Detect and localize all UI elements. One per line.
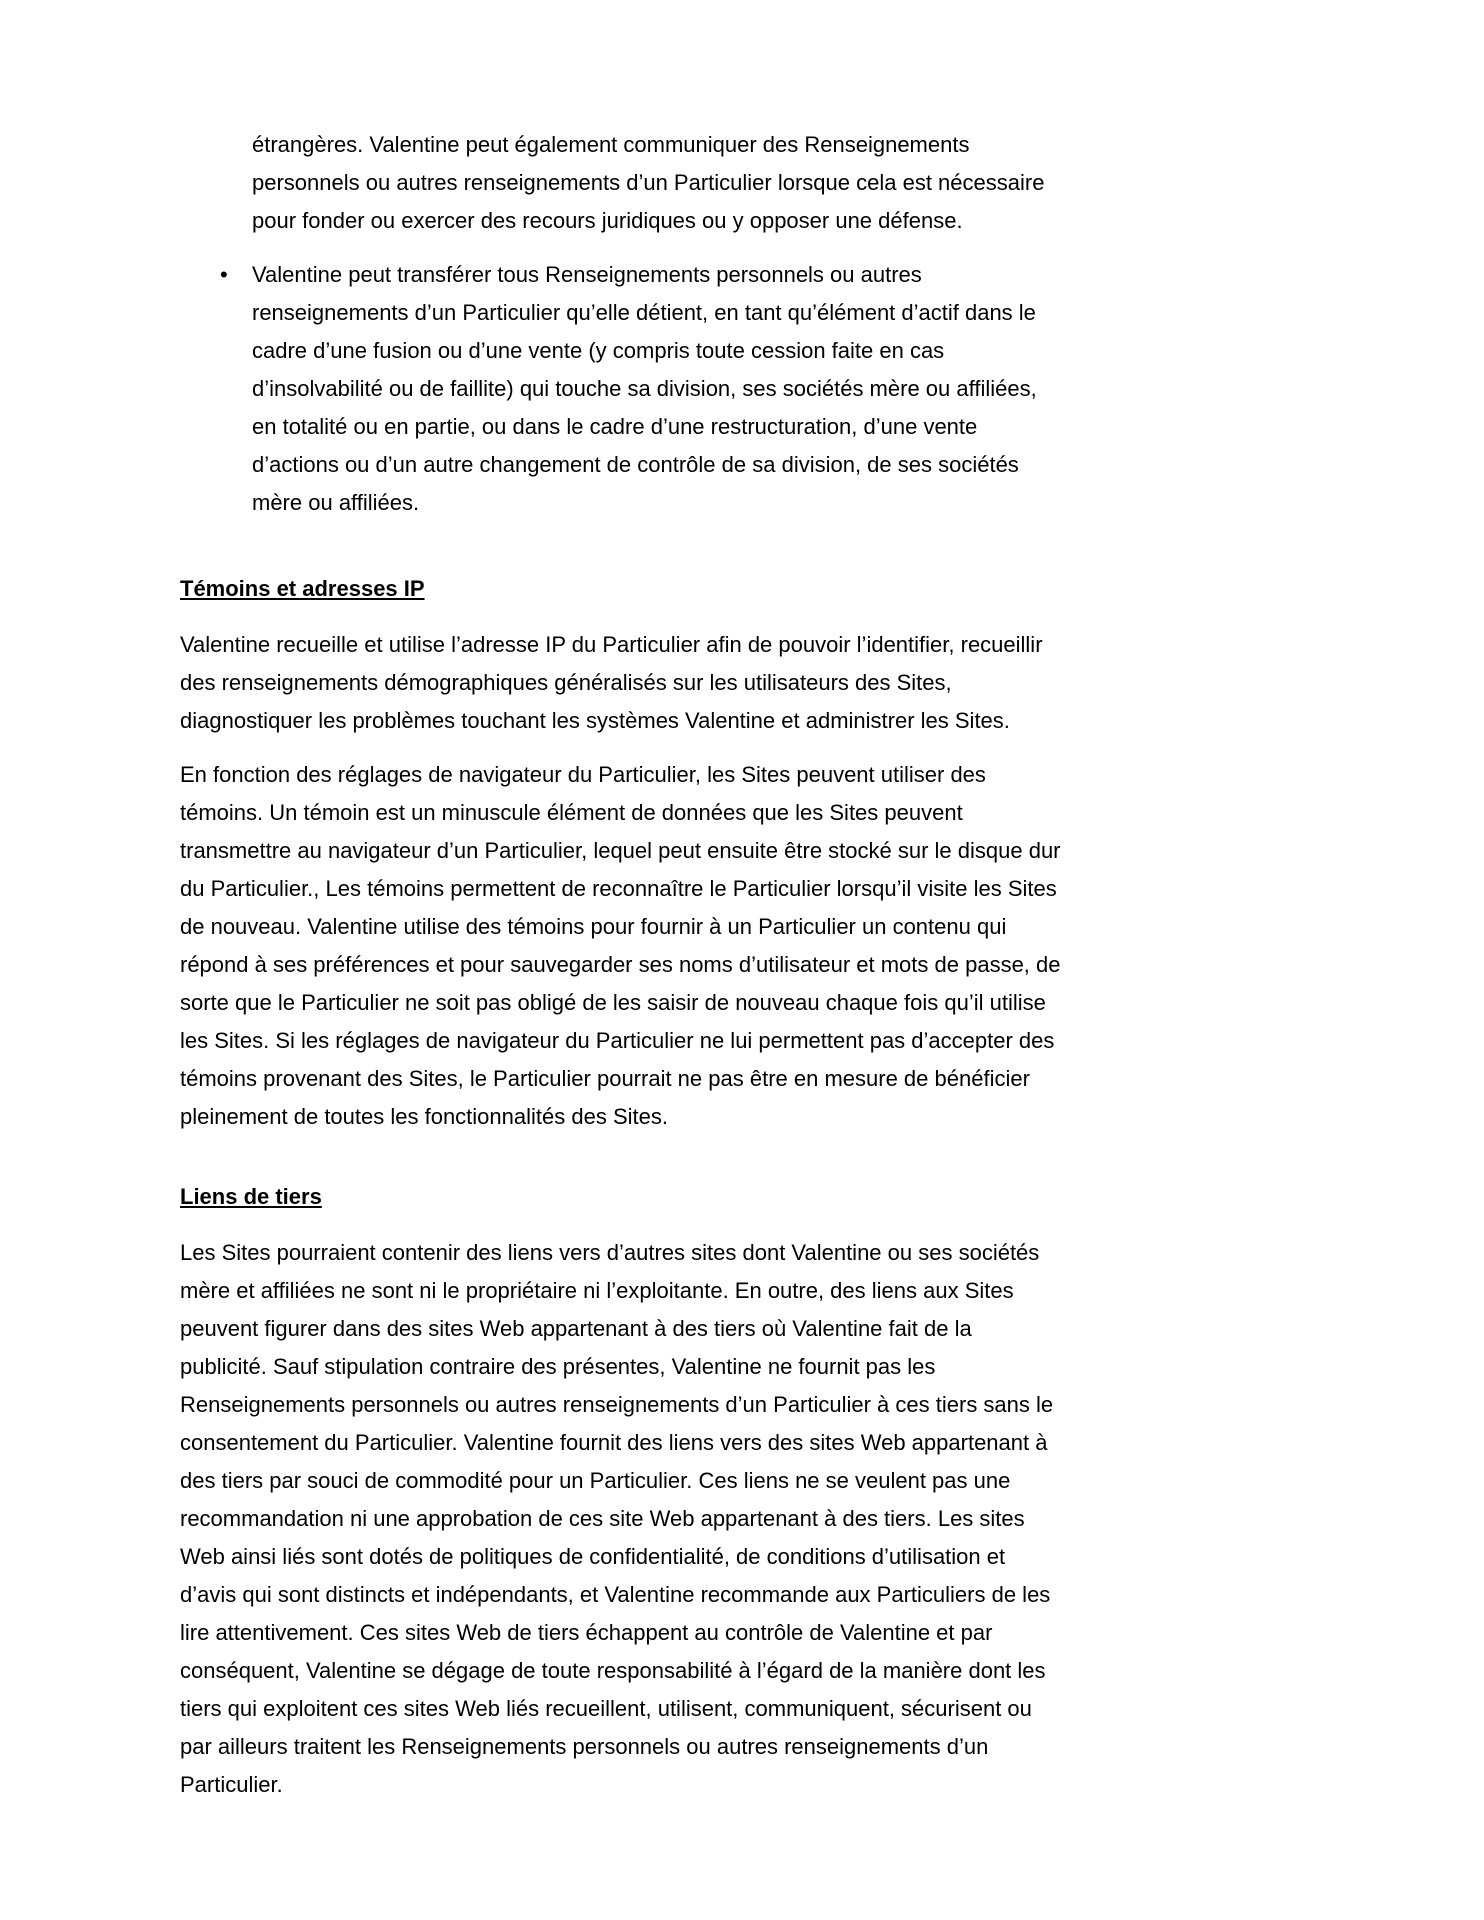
bullet-list-item (180, 256, 1064, 522)
section-temoins (180, 570, 1064, 1136)
bullet-item-text: Valentine peut transférer tous Renseignements personnels ou autres renseignements d’un Particulier qu’elle détient, en tant qu’élément d’actif dans le cadre d’une fusion ou d’une vente (y compris toute cession faite en cas d’insolvabilité ou de faillite) qui touche sa division, ses sociétés mère ou affiliées, en totalité ou en partie, ou dans le cadre d’une restructuration, d’une vente d’actions ou d’un autre changement de contrôle de sa division, de ses sociétés mère ou affiliées. (252, 262, 1037, 515)
bullet-continuation-paragraph: étrangères. Valentine peut également communiquer des Renseignements personnels ou autres renseignements d’un Particulier lorsque cela est nécessaire pour fonder ou exercer des recours juridiques ou y opposer une défense. (252, 132, 1045, 233)
paragraph-liens-1: Les Sites pourraient contenir des liens vers d’autres sites dont Valentine ou ses sociétés mère et affiliées ne sont ni le propriétaire ni l’exploitante. En outre, des liens aux Sites peuvent figurer dans des sites Web appartenant à des tiers où Valentine fait de la publicité. Sauf stipulation contraire des présentes, Valentine ne fournit pas les Renseignements personnels ou autres renseignements d’un Particulier à ces tiers sans le consentement du Particulier. Valentine fournit des liens vers des sites Web appartenant à des tiers par souci de commodité pour un Particulier. Ces liens ne se veulent pas une recommandation ni une approbation de ces site Web appartenant à des tiers. Les sites Web ainsi liés sont dotés de politiques de confidentialité, de conditions d’utilisation et d’avis qui sont distincts et indépendants, et Valentine recommande aux Particuliers de les lire attentivement. Ces sites Web de tiers échappent au contrôle de Valentine et par conséquent, Valentine se dégage de toute responsabilité à l’égard de la manière dont les tiers qui exploitent ces sites Web liés recueillent, utilisent, communiquent, sécurisent ou par ailleurs traitent les Renseignements personnels ou autres renseignements d’un Particulier. (180, 1240, 1054, 1797)
paragraph-temoins-2: En fonction des réglages de navigateur du Particulier, les Sites peuvent utiliser des témoins. Un témoin est un minuscule élément de données que les Sites peuvent transmettre au navigateur d’un Particulier, lequel peut ensuite être stocké sur le disque dur du Particulier., Les témoins permettent de reconnaître le Particulier lorsqu’il visite les Sites de nouveau. Valentine utilise des témoins pour fournir à un Particulier un contenu qui répond à ses préférences et pour sauvegarder ses noms d’utilisateur et mots de passe, de sorte que le Particulier ne soit pas obligé de les saisir de nouveau chaque fois qu’il utilise les Sites. Si les réglages de navigateur du Particulier ne lui permettent pas d’accepter des témoins provenant des Sites, le Particulier pourrait ne pas être en mesure de bénéficier pleinement de toutes les fonctionnalités des Sites. (180, 762, 1061, 1129)
bullet-marker: • (220, 262, 228, 287)
paragraph-temoins-1: Valentine recueille et utilise l’adresse IP du Particulier afin de pouvoir l’identifier, recueillir des renseignements démographiques généralisés sur les utilisateurs des Sites, diagnostiquer les problèmes touchant les systèmes Valentine et administrer les Sites. (180, 632, 1043, 733)
section-heading-temoins: Témoins et adresses IP (180, 576, 425, 601)
section-liens (180, 1178, 1064, 1804)
section-heading-liens: Liens de tiers (180, 1184, 322, 1209)
